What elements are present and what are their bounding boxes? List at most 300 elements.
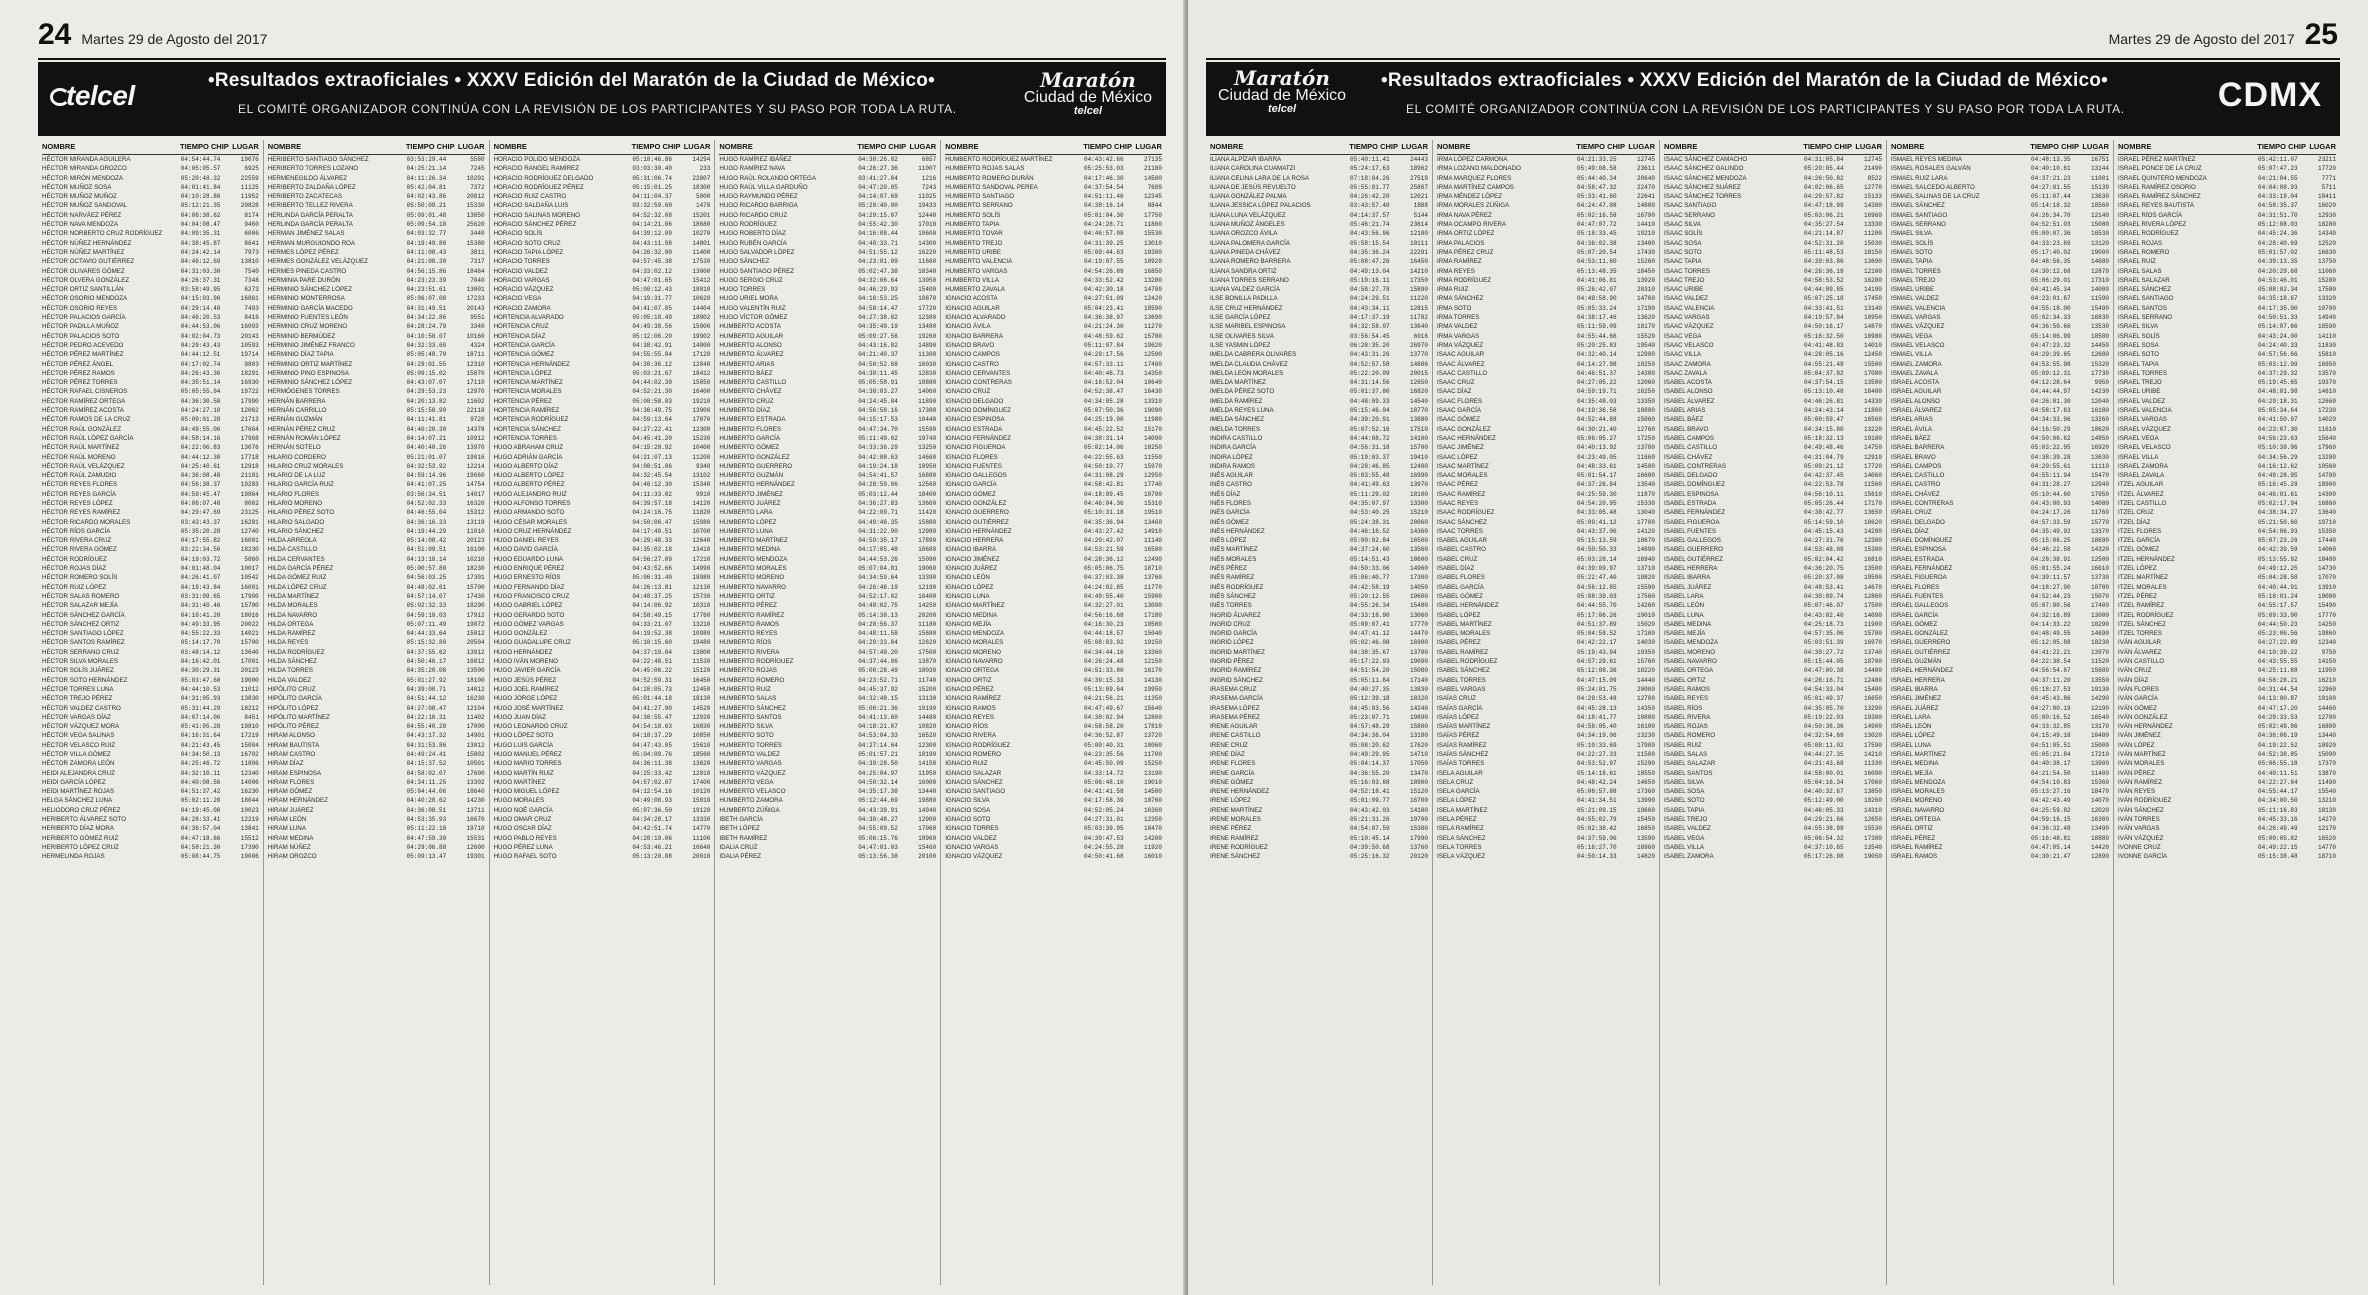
place: 20060 [1409,518,1428,526]
runner-name: HUGO MORALES [493,797,545,805]
chip-time: 04:36:57.04 [180,825,221,833]
table-row [945,239,1162,248]
table-row [1891,434,2109,443]
table-row [2118,276,2336,285]
chip-time: 04:42:22.17 [1577,639,1617,647]
chip-time: 04:32:16.89 [2031,611,2071,619]
runner-name: HILDA VALDEZ [267,676,312,684]
chip-time: 05:04:14.37 [1350,760,1390,768]
chip-time: 05:19:45.65 [2258,379,2298,387]
runner-name: IVONNE CRUZ [2118,843,2161,851]
chip-time: 04:27:31.76 [1804,537,1844,545]
place: 23211 [2317,156,2336,163]
runner-name: ISRAEL CAMPOS [1891,462,1942,470]
place: 16100 [1636,723,1655,731]
place: 16700 [1409,797,1428,805]
table-row [2118,406,2336,415]
chip-time: 04:53:35.93 [406,816,447,824]
chip-time: 05:03:21.67 [632,369,672,377]
chip-time: 04:47:17.20 [2258,704,2298,712]
chip-time: 05:20:05.44 [1804,165,1844,173]
place: 12590 [1143,351,1162,359]
table-row [2118,796,2336,805]
chip-time: 04:25:19.90 [1083,416,1124,424]
table-row [2118,360,2336,369]
runner-name: HÉCTOR REYES FLORES [42,481,118,489]
runner-name: HUMBERTO ROMERO [719,676,785,684]
runner-name: IRMA SÁNCHEZ [1437,295,1484,303]
table-row [2118,499,2336,508]
runner-name: IRMA RAMÍREZ [1437,258,1482,266]
place: 3340 [470,323,485,331]
header-chip-time: TIEMPO CHIP [180,142,229,151]
place: 13660 [918,499,937,507]
place: 13302 [466,778,485,786]
table-row [494,350,711,359]
chip-time: 04:44:27.35 [1804,751,1844,758]
table-row [268,201,485,210]
chip-time: 04:46:12.69 [180,258,221,266]
place: 14294 [692,156,711,163]
table-row [1891,592,2109,601]
table-row [494,229,711,238]
table-row [494,267,711,276]
runner-name: HUMBERTO CHÁVEZ [719,388,782,396]
place: 13360 [1143,648,1162,656]
table-row [1210,564,1428,573]
chip-time: 04:15:49.18 [2031,732,2071,740]
table-row [2118,267,2336,276]
place: 13990 [1636,797,1655,805]
table-row [2118,174,2336,183]
table-row [1437,434,1655,443]
table-row [1664,759,1882,768]
place: 8416 [244,314,259,322]
chip-time: 04:57:56.66 [2258,351,2298,359]
place: 18044 [240,797,259,805]
table-row [42,267,259,276]
results-column [2114,140,2340,1285]
runner-name: HUGO URIEL MORA [719,295,778,303]
runner-name: INÉS RODRÍGUEZ [1210,583,1264,591]
chip-time: 04:34:56.29 [2258,453,2298,461]
chip-time: 05:13:56.38 [858,853,898,861]
table-row [42,555,259,564]
place: 17060 [918,825,937,833]
place: 19000 [240,676,259,684]
table-row [1437,480,1655,489]
table-row [719,462,936,471]
runner-name: ISABEL ARIAS [1664,407,1706,415]
chip-time: 04:40:08.56 [180,778,221,786]
runner-name: IVÁN GARCÍA [2118,695,2158,703]
runner-name: IGNACIO RIVERA [945,732,997,740]
table-row [42,201,259,210]
place: 18150 [1863,248,1882,256]
table-row [1210,267,1428,276]
table-row [1437,443,1655,452]
chip-time: 04:19:52.38 [632,630,672,638]
place: 14660 [918,453,937,461]
runner-name: HILDA GÓMEZ RUIZ [267,574,327,582]
chip-time: 04:28:46.85 [1350,462,1390,470]
table-row [1891,545,2109,554]
place: 8522 [1867,174,1882,182]
place: 17380 [918,407,937,415]
place: 18230 [466,565,485,573]
runner-name: HUMBERTO MENDOZA [719,555,788,563]
runner-name: ISRAEL RAMOS [1891,853,1938,861]
runner-name: HERMAN JIMÉNEZ SALAS [267,230,345,238]
runner-name: HERIBERTO LÓPEZ CRUZ [42,843,119,851]
table-row [494,694,711,703]
table-row [268,676,485,685]
chip-time: 04:41:07.25 [406,481,447,489]
place: 10542 [240,574,259,582]
place: 16400 [918,592,937,600]
chip-time: 04:50:14.33 [1577,853,1617,861]
table-row [1210,843,1428,852]
runner-name: ILIANA MUÑOZ ÁNGELES [1210,221,1285,229]
place: 14250 [918,602,937,610]
runner-name: ILIANA PINEDA CHÁVEZ [1210,248,1281,256]
place: 12815 [1409,304,1428,312]
chip-time: 04:37:19.84 [632,648,672,656]
column-header [1891,140,2109,155]
runner-name: IGNACIO LEÓN [945,574,990,582]
runner-name: HÉCTOR OCTAVIO GUTIÉRREZ [42,258,135,266]
chip-time: 04:55:11.94 [2031,472,2071,480]
place: 14270 [2317,816,2336,824]
place: 15610 [1863,490,1882,498]
runner-name: HILDA NAVARRO [267,611,318,619]
table-row [1437,508,1655,517]
runner-name: ISAAC PÉREZ [1437,481,1478,489]
place: 16880 [2317,723,2336,731]
runner-name: ISAAC URIBE [1664,286,1704,294]
chip-time: 04:41:48.83 [1804,341,1844,349]
table-row [1210,332,1428,341]
runner-name: HILARIO GARCÍA RUIZ [267,481,334,489]
runner-name: ISMAEL VEGA [1891,332,1933,340]
table-row [1210,480,1428,489]
chip-time: 04:32:33.60 [406,341,447,349]
chip-time: 04:47:01.03 [858,843,898,851]
table-row [719,406,936,415]
chip-time: 04:58:05.40 [1577,723,1617,731]
place: 17560 [1636,592,1655,600]
place: 12500 [2090,555,2109,563]
place: 12420 [1143,295,1162,303]
runner-name: IMELDA CLAUDIA CHÁVEZ [1210,360,1288,368]
runner-name: HÉCTOR RÍOS GARCÍA [42,527,111,535]
chip-time: 05:06:40.77 [1350,574,1390,582]
chip-time: 04:57:45.38 [632,258,672,266]
chip-time: 04:24:47.08 [1577,202,1617,210]
chip-time: 04:36:38.97 [1083,314,1124,322]
table-row [1210,620,1428,629]
runner-name: HUGO JOSÉ MARTÍNEZ [493,704,564,712]
place: 15060 [1636,416,1655,424]
chip-time: 04:29:15.07 [858,211,898,219]
runner-name: HERMINIO CRUZ MORENO [267,323,348,331]
table-row [1437,778,1655,787]
chip-time: 04:33:32.85 [2031,723,2071,731]
runner-name: HUMBERTO LÓPEZ [719,518,777,526]
table-row [2118,350,2336,359]
runner-name: HÉCTOR RAÚL LÓPEZ GARCÍA [42,434,134,442]
chip-time: 04:07:14.06 [180,713,221,721]
table-row [268,787,485,796]
table-row [268,378,485,387]
place: 16010 [1143,853,1162,861]
chip-time: 04:20:13.82 [406,397,447,405]
table-row [1210,406,1428,415]
place: 17001 [240,658,259,666]
runner-name: ISABEL SANTOS [1664,769,1713,777]
table-row [1664,787,1882,796]
chip-time: 04:06:07.48 [180,499,221,507]
table-row [1664,583,1882,592]
table-row [945,332,1162,341]
runner-name: ISMAEL TREJO [1891,276,1936,284]
runner-name: HÉCTOR OSORIO REYES [42,304,118,312]
table-row [494,638,711,647]
chip-time: 04:02:06.65 [1804,183,1844,191]
chip-time: 04:47:49.67 [1083,704,1124,712]
place: 19410 [1409,453,1428,461]
chip-time: 04:45:03.56 [1350,704,1390,712]
runner-name: ISABEL RÍOS [1664,704,1703,712]
place: 12700 [2317,713,2336,721]
header-chip-time: TIEMPO CHIP [1803,142,1852,151]
place: 17760 [692,611,711,619]
place: 19000 [2090,248,2109,256]
chip-time: 04:40:13.92 [1577,444,1617,452]
table-row [1210,611,1428,620]
chip-time: 04:20:19.06 [632,834,672,842]
place: 15050 [692,379,711,387]
runner-name: HILDA RAMÍREZ [267,630,316,638]
chip-time: 04:57:33.59 [2031,518,2071,526]
chip-time: 04:50:32.14 [858,778,898,786]
table-row [1210,313,1428,322]
chip-time: 04:49:38.56 [632,323,672,331]
results-columns [38,140,1166,1285]
chip-time: 04:43:02.40 [1804,611,1844,619]
runner-name: HUMBERTO MEDINA [719,546,781,554]
table-row [1664,806,1882,815]
runner-name: HUMBERTO ZAMORA [719,797,783,805]
table-row [268,183,485,192]
place: 16830 [692,723,711,731]
chip-time: 04:55:44.17 [2258,788,2298,796]
place: 12740 [240,527,259,535]
place: 13900 [2090,760,2109,768]
place: 21101 [240,472,259,480]
runner-name: ISRAEL JIMÉNEZ [1891,695,1941,703]
runner-name: ISAAC VEGA [1664,332,1702,340]
place: 7317 [470,258,485,266]
runner-name: ISRAEL RAMÍREZ OSORIO [2118,183,2196,191]
place: 12970 [466,388,485,396]
place: 15890 [1409,286,1428,294]
chip-time: 04:37:55.62 [406,648,447,656]
chip-time: 04:40:11.51 [2258,769,2298,777]
page-number: 24 [38,18,72,51]
chip-time: 04:43:31.26 [1350,351,1390,359]
runner-name: HORACIO RANGEL RAMÍREZ [493,165,579,173]
chip-time: 05:12:44.69 [858,797,898,805]
chip-time: 05:24:38.31 [1350,518,1390,526]
runner-name: ISRAEL LEÓN [1891,723,1932,731]
table-row [1664,192,1882,201]
chip-time: 04:32:53.92 [406,462,447,470]
runner-name: HERMINIO PINO ESPINOSA [267,369,349,377]
runner-name: IGNACIO RAMOS [945,704,996,712]
place: 18320 [1409,695,1428,703]
place: 23125 [240,509,259,517]
place: 10411 [2317,193,2336,201]
table-row [1664,462,1882,471]
runner-name: IRMA VARGAS [1437,332,1480,340]
table-row [42,285,259,294]
table-row [1210,601,1428,610]
runner-name: HUGO NOÉ GARCÍA [493,806,553,814]
table-row [1891,852,2109,861]
chip-time: 04:25:46.72 [180,760,221,768]
runner-name: HUGO RAYMUNDO PÉREZ [719,193,798,201]
table-row [719,434,936,443]
runner-name: HUMBERTO MORALES [719,565,787,573]
runner-name: ISMAEL ZAMORA [1891,360,1942,368]
runner-name: HORTENCIA LÓPEZ [493,369,552,377]
table-row [945,369,1162,378]
place: 16630 [2317,248,2336,256]
chip-time: 04:37:44.06 [858,658,898,666]
chip-time: 04:41:07.05 [632,304,672,312]
table-row [2118,769,2336,778]
chip-time: 04:11:33.02 [632,490,672,498]
place: 13050 [918,276,937,284]
runner-name: HERMINIO MONTERROSA [267,295,345,303]
results-column [38,140,264,1285]
place: 16990 [1409,472,1428,480]
place: 14100 [1409,434,1428,442]
runner-name: ISABEL DÍAZ [1437,565,1475,573]
place: 12860 [1863,592,1882,600]
chip-time: 04:39:15.33 [1083,676,1124,684]
table-row [494,425,711,434]
place: 16880 [918,472,937,480]
chip-time: 04:44:12.51 [180,351,221,359]
place: 19010 [1143,778,1162,786]
place: 13560 [1409,546,1428,554]
chip-time: 04:31:04.79 [1804,453,1844,461]
place: 12310 [466,360,485,368]
runner-name: IGNACIO ORTIZ [945,676,992,684]
table-row [1210,555,1428,564]
runner-name: ISAAC SILVA [1664,221,1701,229]
place: 18300 [692,183,711,191]
place: 19950 [1143,685,1162,693]
runner-name: ISAAC CASTILLO [1437,369,1488,377]
table-row [2118,536,2336,545]
chip-time: 04:21:14.87 [1804,230,1844,238]
chip-time: 04:21:54.50 [2031,769,2071,777]
runner-name: ISMAEL TAPIA [1891,258,1933,266]
place: 10920 [1143,258,1162,266]
table-row [1437,787,1655,796]
chip-time: 05:01:55.24 [2031,565,2071,573]
runner-name: ISRAEL VARGAS [2118,416,2167,424]
place: 14250 [2317,620,2336,628]
table-row [268,834,485,843]
runner-name: HUGO ARMANDO SOTO [493,509,565,517]
place: 16280 [1863,276,1882,284]
table-row [1437,676,1655,685]
table-row [945,294,1162,303]
table-row [2118,741,2336,750]
runner-name: INÉS MORALES [1210,555,1257,563]
chip-time: 04:46:20.53 [180,314,221,322]
table-row [945,852,1162,861]
runner-name: INGRID PÉREZ [1210,658,1255,666]
chip-time: 05:09:13.47 [406,853,447,861]
table-row [494,769,711,778]
place: 13001 [466,286,485,294]
runner-name: ISABEL VARGAS [1437,685,1486,693]
place: 14330 [1863,397,1882,405]
place: 15320 [2090,360,2109,368]
runner-name: HEIDI GARCÍA LÓPEZ [42,778,106,786]
chip-time: 04:52:44.88 [1577,416,1617,424]
runner-name: IRENE GÓMEZ [1210,778,1254,786]
runner-name: HIRAM OROZCO [267,853,317,861]
place: 13460 [1143,518,1162,526]
table-row [2118,443,2336,452]
place: 11782 [1409,314,1428,322]
runner-name: ILSE YASMIN LÓPEZ [1210,341,1271,349]
chip-time: 05:00:28.49 [858,667,898,675]
table-row [268,731,485,740]
place: 14460 [2317,704,2336,712]
banner-subtitle: EL COMITÉ ORGANIZADOR CONTINÚA CON LA REVISIÓN DE LOS PARTICIPANTES Y SU PASO POR TODA LA RUTA. [238,102,957,116]
chip-time: 04:19:22.52 [2258,741,2298,749]
header-name: NOMBRE [2118,142,2152,151]
place: 15970 [1143,462,1162,470]
results-column [1206,140,1433,1285]
table-row [2118,759,2336,768]
place: 7372 [470,183,485,191]
place: 16170 [1143,667,1162,675]
place: 11560 [1863,481,1882,489]
runner-name: HUMBERTO URIBE [945,248,1001,256]
place: 13912 [466,648,485,656]
chip-time: 04:33:36.29 [858,444,898,452]
chip-time: 04:28:59.06 [858,481,898,489]
chip-time: 04:50:52.68 [858,360,898,368]
runner-name: HUMBERTO SANDOVAL PEREA [945,183,1038,191]
place: 13540 [1863,843,1882,851]
table-row [1210,425,1428,434]
chip-time: 05:12:05.88 [2031,639,2071,647]
chip-time: 04:24:29.51 [1350,295,1390,303]
table-row [1664,434,1882,443]
chip-time: 04:34:15.80 [1804,425,1844,433]
place: 13830 [1409,685,1428,693]
runner-name: IRASEMA GARCÍA [1210,695,1263,703]
